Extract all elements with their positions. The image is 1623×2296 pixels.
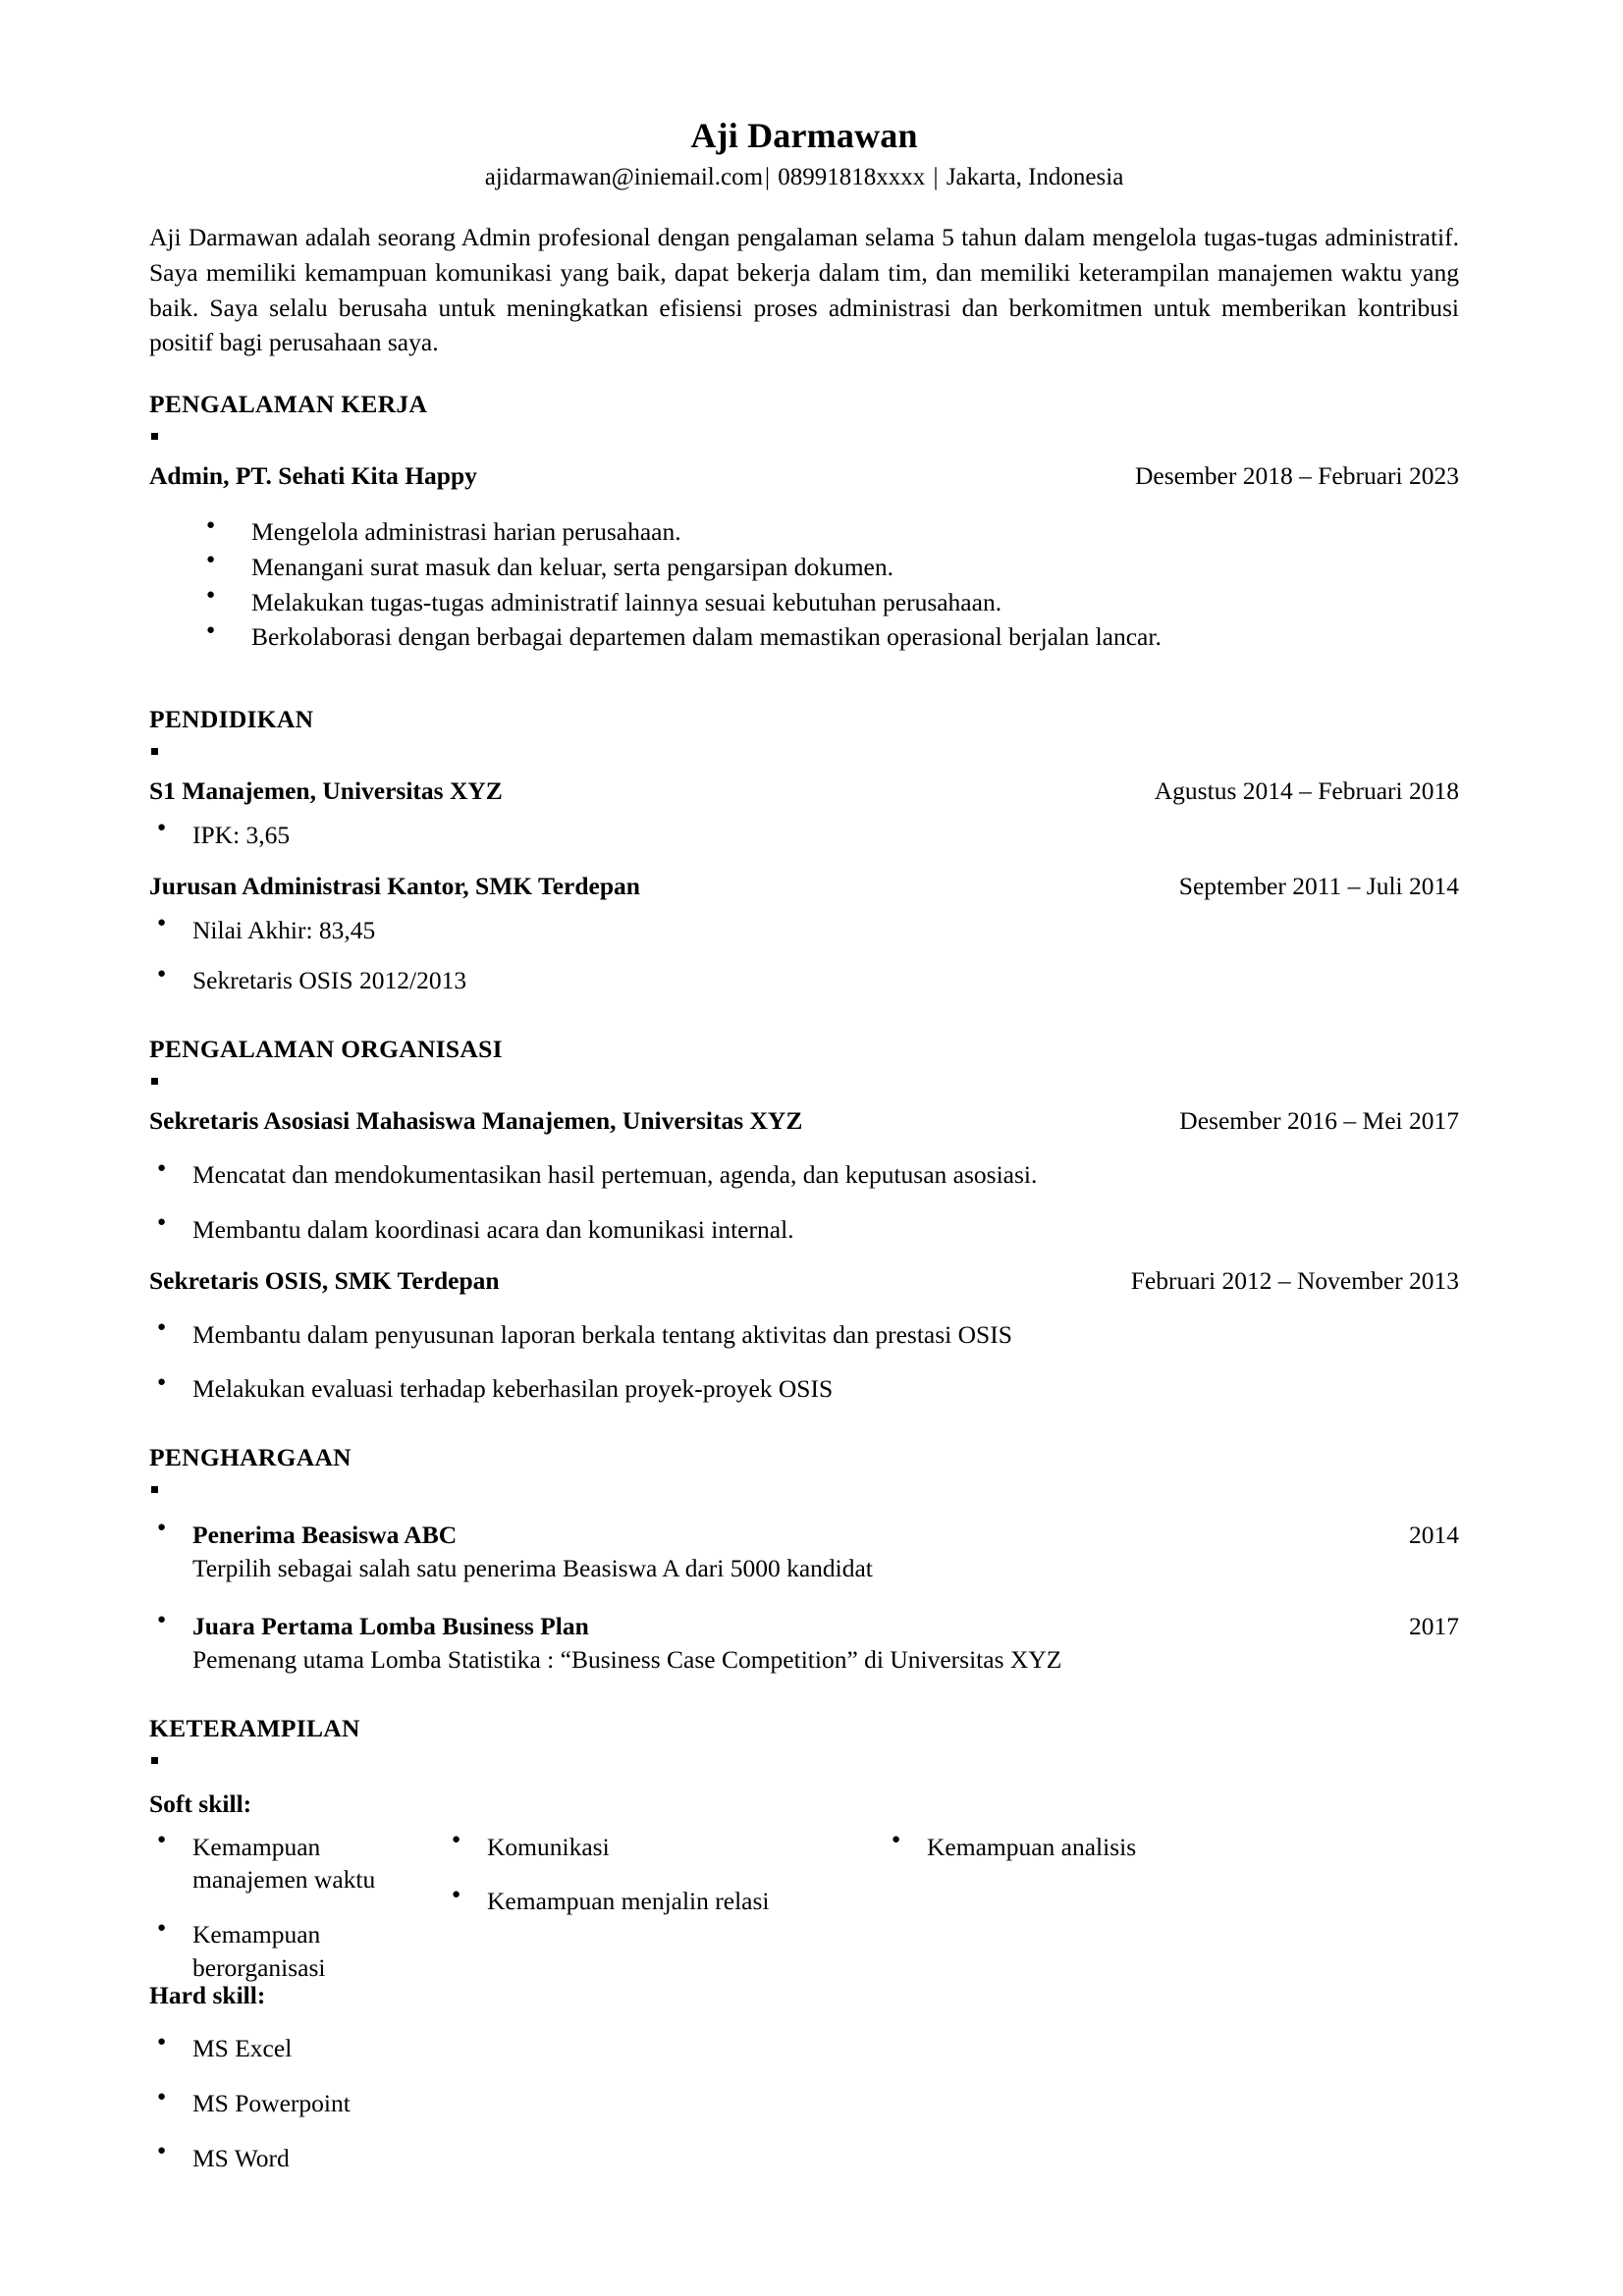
section-heading-organisation: PENGALAMAN ORGANISASI (149, 1035, 503, 1064)
award-description: Pemenang utama Lomba Statistika : “Business Case Competition” di Universitas XYZ (192, 1645, 1062, 1675)
education-entry-header (149, 870, 1459, 902)
heading-marker-icon (151, 1078, 158, 1085)
work-entry-title: Admin, PT. Sehati Kita Happy (149, 461, 477, 491)
contact-separator-1: | (765, 164, 771, 191)
list-item: ● Nilai Akhir: 83,45 (149, 914, 1459, 947)
list-item: ● MS Excel (149, 2032, 1459, 2065)
organisation-entry-bullets (149, 1158, 1459, 1246)
list-item: ● Melakukan tugas-tugas administratif lainnya sesuai kebutuhan perusahaan. (149, 586, 1459, 619)
work-entry-date: Desember 2018 – Februari 2023 (1134, 461, 1459, 491)
soft-skills-column-2 (440, 1831, 880, 1986)
professional-summary: Aji Darmawan adalah seorang Admin profesional dengan pengalaman selama 5 tahun dalam mengelola tugas-tugas administratif. Saya memiliki kemampuan komunikasi yang baik, dapat bekerja dalam tim, dan memiliki keterampilan manajemen waktu yang baik. Saya selalu berusaha untuk meningkatkan efisiensi proses administrasi dan berkomitmen untuk memberikan kontribusi positif bagi perusahaan saya. (149, 223, 1459, 357)
education-entry-date: September 2011 – Juli 2014 (1178, 871, 1459, 900)
organisation-entry-bullets (149, 1318, 1459, 1406)
list-item: ● MS Powerpoint (149, 2087, 1459, 2120)
hard-skill-label: Hard skill: (149, 1981, 266, 2010)
award-header (192, 1610, 1459, 1642)
contact-line (149, 163, 1459, 192)
list-item (149, 1519, 1459, 1584)
list-item: ● Kemampuan menjalin relasi (440, 1885, 880, 1918)
organisation-entry-date: Desember 2016 – Mei 2017 (1179, 1106, 1459, 1136)
organisation-entry-header (149, 1104, 1459, 1137)
heading-marker-icon (151, 433, 158, 440)
list-item: ● Kemampuan manajemen waktu (149, 1831, 440, 1897)
list-item: ● Komunikasi (440, 1831, 880, 1864)
award-description: Terpilih sebagai salah satu penerima Beasiswa A dari 5000 kandidat (192, 1554, 873, 1583)
list-item: ● Membantu dalam penyusunan laporan berkala tentang aktivitas dan prestasi OSIS (149, 1318, 1459, 1352)
list-item (149, 1610, 1459, 1676)
list-item: ● Mencatat dan mendokumentasikan hasil pertemuan, agenda, dan keputusan asosiasi. (149, 1158, 1459, 1192)
list-item: ● Kemampuan berorganisasi (149, 1918, 440, 1985)
work-entry-header (149, 459, 1459, 492)
award-title: ● Juara Pertama Lomba Business Plan (192, 1612, 589, 1641)
organisation-entry-date: Februari 2012 – November 2013 (1130, 1265, 1459, 1295)
list-item: ● Kemampuan analisis (880, 1831, 1430, 1864)
contact-separator-2: | (933, 164, 939, 191)
education-entry-bullets (149, 819, 1459, 852)
work-entry-bullets (149, 515, 1459, 654)
heading-marker-icon (151, 1486, 158, 1493)
list-item: ● Menangani surat masuk dan keluar, serta pengarsipan dokumen. (149, 551, 1459, 584)
education-entry-title: Jurusan Administrasi Kantor, SMK Terdepan (149, 871, 640, 900)
heading-marker-icon (151, 748, 158, 755)
soft-skills-column-1 (149, 1831, 440, 1986)
organisation-entry-title: Sekretaris Asosiasi Mahasiswa Manajemen, Universitas XYZ (149, 1106, 803, 1136)
section-heading-awards: PENGHARGAAN (149, 1442, 352, 1471)
candidate-name: Aji Darmawan (690, 116, 918, 155)
list-item: ● Melakukan evaluasi terhadap keberhasilan proyek-proyek OSIS (149, 1372, 1459, 1406)
award-header (192, 1519, 1459, 1551)
contact-phone: 08991818xxxx (778, 164, 926, 191)
list-item: ● IPK: 3,65 (149, 819, 1459, 852)
list-item: ● Berkolaborasi dengan berbagai departemen dalam memastikan operasional berjalan lancar. (149, 620, 1459, 654)
soft-skills-column-3 (880, 1831, 1430, 1986)
section-heading-work: PENGALAMAN KERJA (149, 390, 428, 419)
soft-skill-list (149, 1831, 440, 1986)
soft-skill-list (880, 1831, 1430, 1864)
education-entry-header (149, 774, 1459, 807)
contact-location: Jakarta, Indonesia (946, 164, 1124, 191)
soft-skill-list (440, 1831, 880, 1919)
education-entry-date: Agustus 2014 – Februari 2018 (1154, 775, 1459, 805)
heading-marker-icon (151, 1757, 158, 1764)
organisation-entry-title: Sekretaris OSIS, SMK Terdepan (149, 1265, 500, 1295)
list-item: ● Sekretaris OSIS 2012/2013 (149, 964, 1459, 997)
education-entry-bullets (149, 914, 1459, 997)
award-year: 2017 (1409, 1612, 1459, 1641)
education-entry-title: S1 Manajemen, Universitas XYZ (149, 775, 503, 805)
contact-email: ajidarmawan@iniemail.com (484, 164, 764, 191)
award-title: ● Penerima Beasiswa ABC (192, 1520, 458, 1549)
organisation-entry-header (149, 1264, 1459, 1297)
soft-skill-label: Soft skill: (149, 1789, 252, 1818)
award-year: 2014 (1409, 1520, 1459, 1549)
resume-content (149, 0, 1459, 2175)
list-item: ● Membantu dalam koordinasi acara dan komunikasi internal. (149, 1213, 1459, 1247)
hard-skill-list (149, 2032, 1459, 2175)
awards-list (149, 1519, 1459, 1677)
section-heading-skills: KETERAMPILAN (149, 1713, 360, 1742)
soft-skills-columns (149, 1831, 1459, 1986)
list-item: ● MS Word (149, 2142, 1459, 2175)
section-heading-education: PENDIDIKAN (149, 704, 314, 733)
list-item: ● Mengelola administrasi harian perusahaan. (149, 515, 1459, 549)
